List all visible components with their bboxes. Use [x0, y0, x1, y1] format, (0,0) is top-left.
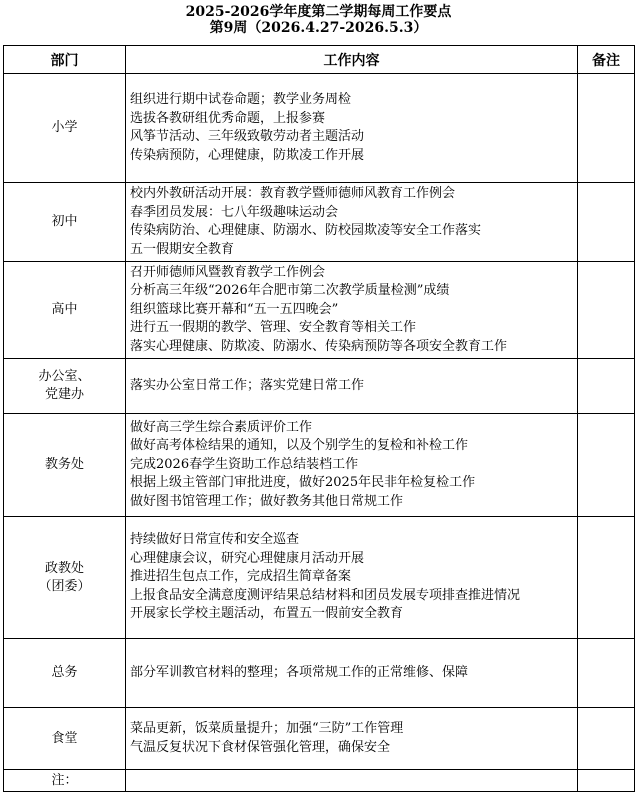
dept-label: 办公室、: [38, 369, 91, 384]
note-cell: [578, 74, 635, 183]
work-item: 落实心理健康、防欺凌、防溺水、传染病预防等各项安全教育工作: [130, 338, 508, 354]
dept-label: 总务: [51, 665, 78, 680]
weekly-plan-table: [3, 45, 635, 792]
footer-content-cell: [126, 770, 578, 792]
note-cell: [578, 262, 635, 359]
dept-cell: [4, 359, 126, 414]
content-cell: [126, 639, 578, 708]
dept-label: 党建办: [44, 387, 84, 402]
dept-label: （团委）: [38, 578, 91, 594]
page-subtitle: 第9周（2026.4.27-2026.5.3）: [209, 20, 428, 36]
content-cell: [126, 517, 578, 639]
table-row-footer: [4, 770, 635, 792]
work-item: 做好图书馆管理工作；做好教务其他日常规工作: [130, 493, 404, 509]
work-item: 落实办公室日常工作；落实党建日常工作: [130, 377, 365, 393]
work-item: 心理健康会议，研究心理健康月活动开展: [130, 550, 365, 566]
table-row-primary: [4, 74, 635, 183]
work-item: 传染病预防，心理健康，防欺凌工作开展: [130, 147, 365, 163]
work-item: 组织进行期中试卷命题；教学业务周检: [130, 92, 352, 107]
footer-note-label: 注：: [4, 770, 126, 792]
work-item: 分析高三年级“2026年合肥市第二次教学质量检测”成绩: [130, 283, 450, 299]
work-item: 五一假期安全教育: [130, 241, 235, 257]
dept-label: 初中: [51, 214, 78, 229]
work-item: 菜品更新，饭菜质量提升；加强“三防”工作管理: [130, 721, 404, 736]
dept-label: 高中: [51, 302, 78, 317]
work-item: 春季团员发展：七八年级趣味运动会: [130, 204, 339, 220]
header-content: 工作内容: [126, 46, 578, 74]
note-cell: [578, 517, 635, 639]
table-row-general-affairs: [4, 639, 635, 708]
header-note: 备注: [578, 46, 635, 74]
table-row-academic-affairs: [4, 414, 635, 517]
table-row-canteen: [4, 708, 635, 770]
dept-label: 教务处: [44, 457, 84, 472]
dept-label: 食堂: [51, 730, 78, 746]
content-cell: [126, 414, 578, 517]
dept-cell: [4, 517, 126, 639]
dept-label: 小学: [51, 120, 78, 135]
dept-cell: [4, 639, 126, 708]
note-cell: [578, 359, 635, 414]
work-item: 传染病防治、心理健康、防溺水、防校园欺凌等安全工作落实: [130, 223, 482, 238]
work-item: 进行五一假期的教学、管理、安全教育等相关工作: [130, 320, 417, 336]
work-item: 完成2026春学生资助工作总结装档工作: [130, 456, 359, 472]
work-item: 上报食品安全满意度测评结果总结材料和团员发展专项排查推进情况: [130, 587, 521, 603]
header-dept: 部门: [4, 46, 126, 74]
work-item: 气温反复状况下食材保管强化管理，确保安全: [130, 739, 391, 755]
work-item: 风筝节活动、三年级致敬劳动者主题活动: [130, 129, 365, 144]
work-item: 根据上级主管部门审批进度，做好2025年民非年检复检工作: [130, 475, 476, 491]
work-item: 召开师德师风暨教育教学工作例会: [130, 264, 326, 280]
dept-cell: [4, 414, 126, 517]
work-item: 做好高考体检结果的通知，以及个别学生的复检和补检工作: [130, 438, 469, 454]
work-item: 做好高三学生综合素质评价工作: [130, 419, 313, 435]
dept-cell: [4, 708, 126, 770]
table-row-junior: [4, 183, 635, 262]
work-item: 开展家长学校主题活动，布置五一假前安全教育: [130, 606, 404, 622]
table-row-senior: [4, 262, 635, 359]
work-item: 校内外教研活动开展：教育教学暨师德师风教育工作例会: [130, 186, 456, 201]
content-cell: [126, 359, 578, 414]
note-cell: [578, 639, 635, 708]
footer-note-cell: [578, 770, 635, 792]
content-cell: [126, 183, 578, 262]
note-cell: [578, 414, 635, 517]
header-row: [4, 46, 635, 74]
table-row-office: [4, 359, 635, 414]
dept-label: 政教处: [44, 560, 84, 576]
work-item: 部分军训教官材料的整理；各项常规工作的正常维修、保障: [130, 664, 469, 680]
page-title: 2025-2026学年度第二学期每周工作要点: [185, 4, 452, 20]
note-cell: [578, 708, 635, 770]
dept-cell: [4, 262, 126, 359]
work-item: 持续做好日常宣传和安全巡查: [130, 532, 300, 548]
table-row-political-education: [4, 517, 635, 639]
content-cell: [126, 262, 578, 359]
content-cell: [126, 708, 578, 770]
work-item: 组织篮球比赛开幕和“五一五四晚会”: [130, 301, 339, 317]
content-cell: [126, 74, 578, 183]
note-cell: [578, 183, 635, 262]
dept-cell: [4, 74, 126, 183]
work-item: 推进招生包点工作，完成招生简章备案: [130, 569, 352, 585]
work-item: 选拔各教研组优秀命题，上报参赛: [130, 110, 326, 126]
dept-cell: [4, 183, 126, 262]
